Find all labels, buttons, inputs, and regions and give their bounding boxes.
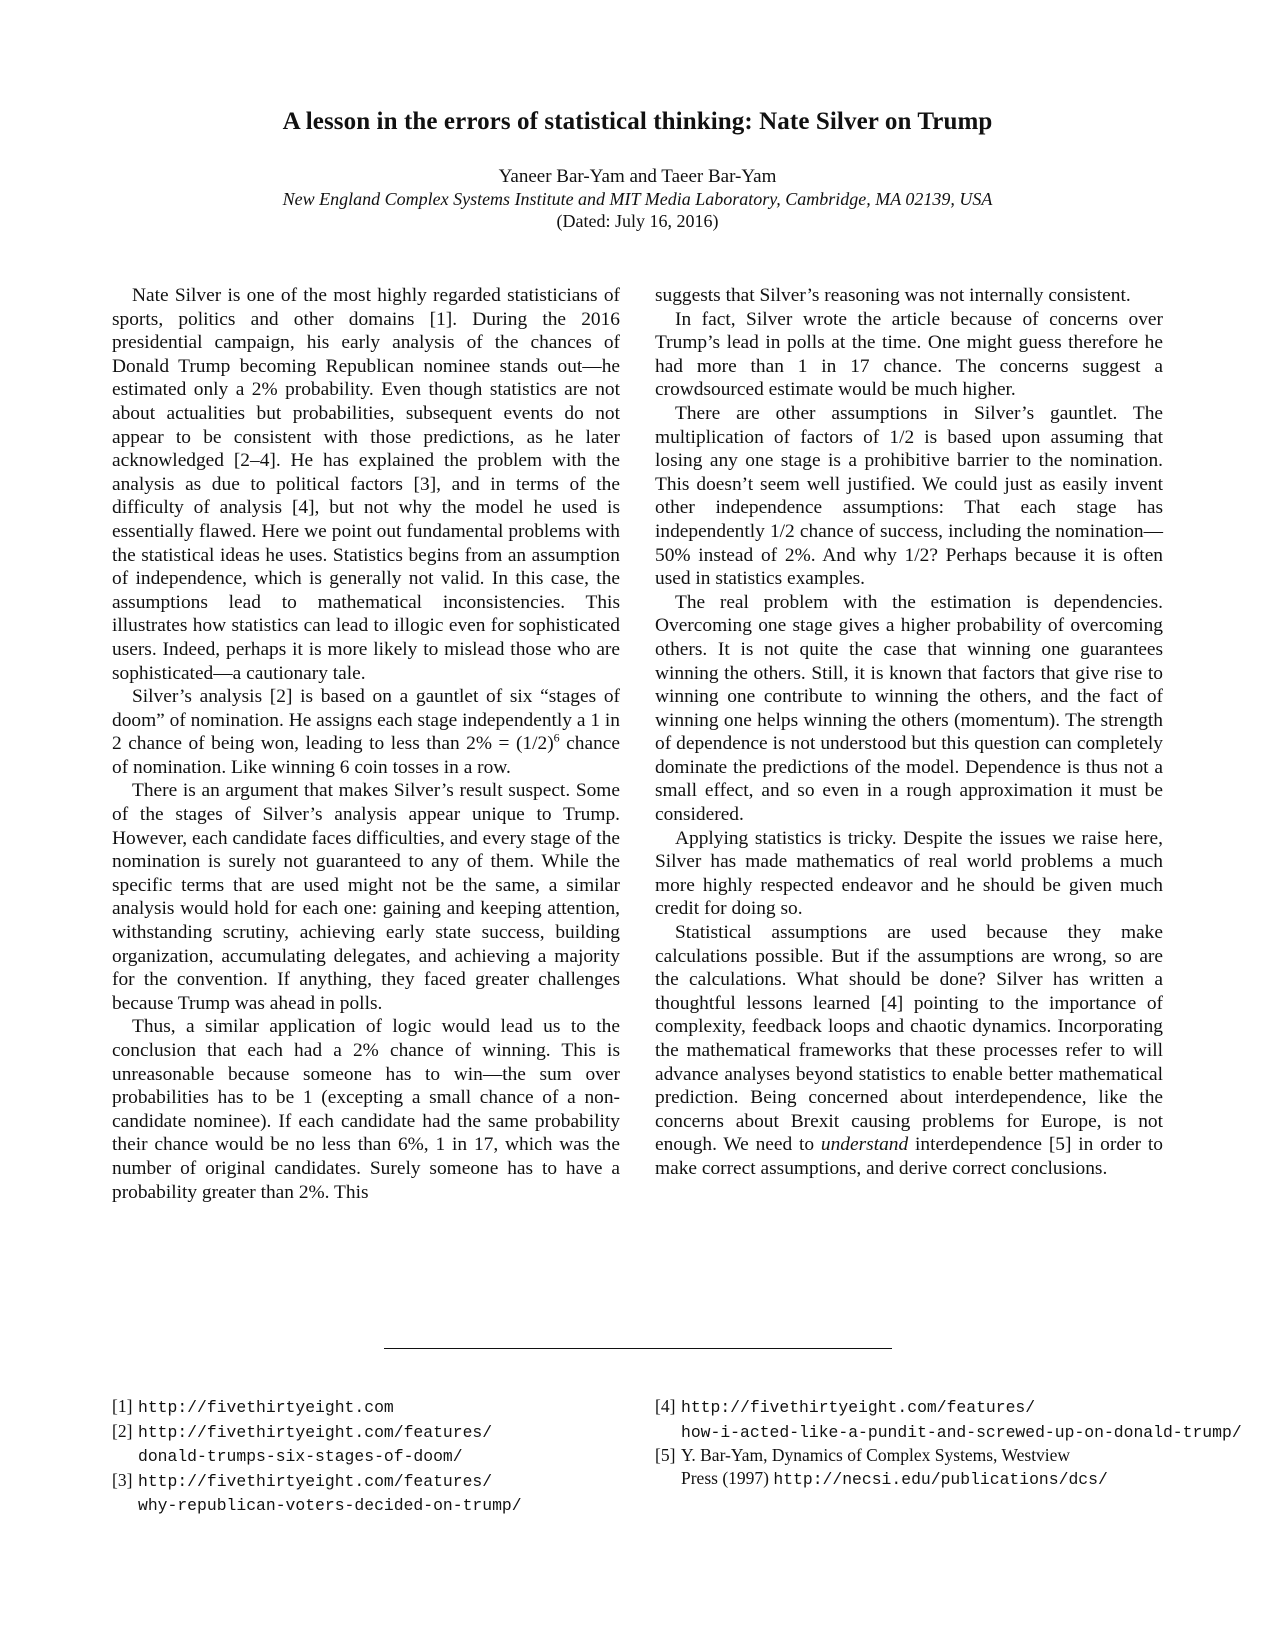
- left-column: [112, 284, 620, 1204]
- paragraph-dependencies: The real problem with the estimation is dependencies. Overcoming one stage gives a higher probability of overcoming others. It is not quite the case that winning one guarantees winning the others. Still, it is known that factors that give rise to winning one contribute to winning the others, and the fact of winning one helps winning the others (momentum). The strength of dependence is not understood but this question can completely dominate the predictions of the model. Dependence is thus not a small effect, and so even in a rough approximation it must be considered.: [655, 591, 1163, 826]
- paragraph-intro: Nate Silver is one of the most highly regarded statisticians of sports, politics and other domains [1]. During the 2016 presidential campaign, his early analysis of the chances of Donald Trump becoming Republican nominee stands out—he estimated only a 2% probability. Even though statistics are not about actualities but probabilities, subsequent events do not appear to be consistent with those predictions, as he later acknowledged [2–4]. He has explained the problem with the analysis as due to political factors [3], and in terms of the difficulty of analysis [4], but not why the model he used is essentially flawed. Here we point out fundamental problems with the statistical ideas he uses. Statistics begins from an assumption of independence, which is generally not valid. In this case, the assumptions lead to mathematical inconsistencies. This illustrates how statistics can lead to illogic even for sophisticated users. Indeed, perhaps it is more likely to mislead those who are sophisticated—a cautionary tale.: [112, 285, 620, 684]
- paper-title: A lesson in the errors of statistical thinking: Nate Silver on Trump: [282, 108, 993, 135]
- paragraph-conclusion: Statistical assumptions are used because they make calculations possible. But if the assumptions are wrong, so are the calculations. What should be done? Silver has written a thoughtful lessons learned [4] pointing to the importance of complexity, feedback loops and chaotic dynamics. Incorporating the mathematical frameworks that these processes refer to will advance analyses beyond statistics to enable better mathematical prediction. Being concerned about interdependence, like the concerns about Brexit causing problems for Europe, is not enough. We need to understand interdependence [5] in order to make correct assumptions, and derive correct conclusions.: [655, 922, 1164, 1179]
- references-left: [112, 1395, 632, 1518]
- reference-link[interactable]: http://necsi.edu/publications/dcs/: [773, 1469, 1108, 1489]
- reference-text: Press (1997): [681, 1467, 774, 1488]
- section-divider: [384, 1348, 892, 1349]
- reference-link[interactable]: why-republican-voters-decided-on-trump/: [138, 1496, 522, 1516]
- references-right: [655, 1395, 1255, 1491]
- reference-link[interactable]: how-i-acted-like-a-pundit-and-screwed-up-on-donald-trump/: [681, 1422, 1242, 1442]
- reference-4: [4] http://fivethirtyeight.com/features/ how-i-acted-like-a-pundit-and-screwed-up-on-donald-trump/: [655, 1396, 1242, 1442]
- paragraph-concerns: In fact, Silver wrote the article because of concerns over Trump’s lead in polls at the time. One might guess therefore he had more than 1 in 17 chance. The concerns suggest a crowdsourced estimate would be much higher.: [655, 308, 1163, 401]
- reference-3: [3] http://fivethirtyeight.com/features/ why-republican-voters-decided-on-trump/: [112, 1469, 522, 1516]
- paragraph-logic: Thus, a similar application of logic would lead us to the conclusion that each had a 2% chance of winning. This is unreasonable because someone has to win—the sum over probabilities has to be 1 (excepting a small chance of a non-candidate nominee). If each candidate had the same probability their chance would be no less than 6%, 1 in 17, which was the number of original candidates. Surely someone has to have a probability greater than 2%. This: [112, 1016, 620, 1203]
- emphasis-understand: understand: [820, 1134, 909, 1156]
- reference-5: [5] Y. Bar-Yam, Dynamics of Complex Systems, Westview Press (1997) http://necsi.edu/publications/dcs/: [655, 1445, 1108, 1489]
- reference-1: [1] http://fivethirtyeight.com: [112, 1396, 394, 1417]
- paragraph-logic-continued: suggests that Silver’s reasoning was not internally consistent.: [655, 285, 1131, 306]
- paragraph-applying: Applying statistics is tricky. Despite the issues we raise here, Silver has made mathematics of real world problems a much more highly respected endeavor and he should be given much credit for doing so.: [655, 827, 1163, 920]
- affiliation: New England Complex Systems Institute and MIT Media Laboratory, Cambridge, MA 02139, USA: [282, 189, 993, 209]
- exponent: 6: [553, 730, 560, 745]
- reference-link[interactable]: http://fivethirtyeight.com/features/: [681, 1398, 1036, 1417]
- date-line: (Dated: July 16, 2016): [556, 211, 719, 231]
- right-column: [655, 284, 1163, 1181]
- reference-link[interactable]: http://fivethirtyeight.com/features/: [138, 1471, 493, 1491]
- reference-link[interactable]: http://fivethirtyeight.com: [138, 1398, 394, 1417]
- reference-2: [2] http://fivethirtyeight.com/features/ donald-trumps-six-stages-of-doom/: [112, 1420, 493, 1467]
- author-list: Yaneer Bar-Yam and Taeer Bar-Yam: [498, 166, 777, 187]
- paragraph-gauntlet: Silver’s analysis [2] is based on a gauntlet of six “stages of doom” of nomination. He assigns each stage independently a 1 in 2 chance of being won, leading to less than $2\% = (1/2)^6$ chance of nomination. Like winning 6 coin tosses in a row.: [112, 686, 620, 778]
- reference-link[interactable]: donald-trumps-six-stages-of-doom/: [138, 1447, 463, 1467]
- paragraph-assumptions: There are other assumptions in Silver’s gauntlet. The multiplication of factors of 1/2 is based upon assuming that losing any one stage is a prohibitive barrier to the nomination. This doesn’t seem well justified. We could just as easily invent other independence assumptions: That each stage has independently 1/2 chance of success, including the nomination—50% instead of 2%. And why 1/2? Perhaps because it is often used in statistics examples.: [655, 402, 1163, 590]
- paragraph-argument: There is an argument that makes Silver’s result suspect. Some of the stages of Silver’s analysis appear unique to Trump. However, each candidate faces difficulties, and every stage of the nomination is surely not guaranteed to any of them. While the specific terms that are used might not be the same, a similar analysis would hold for each one: gaining and keeping attention, withstanding scrutiny, achieving early state success, building organization, accumulating delegates, and achieving a majority for the convention. If anything, they faced greater challenges because Trump was ahead in polls.: [112, 780, 620, 1014]
- reference-text: Y. Bar-Yam, Dynamics of Complex Systems, Westview: [681, 1445, 1071, 1466]
- reference-link[interactable]: http://fivethirtyeight.com/features/: [138, 1422, 493, 1442]
